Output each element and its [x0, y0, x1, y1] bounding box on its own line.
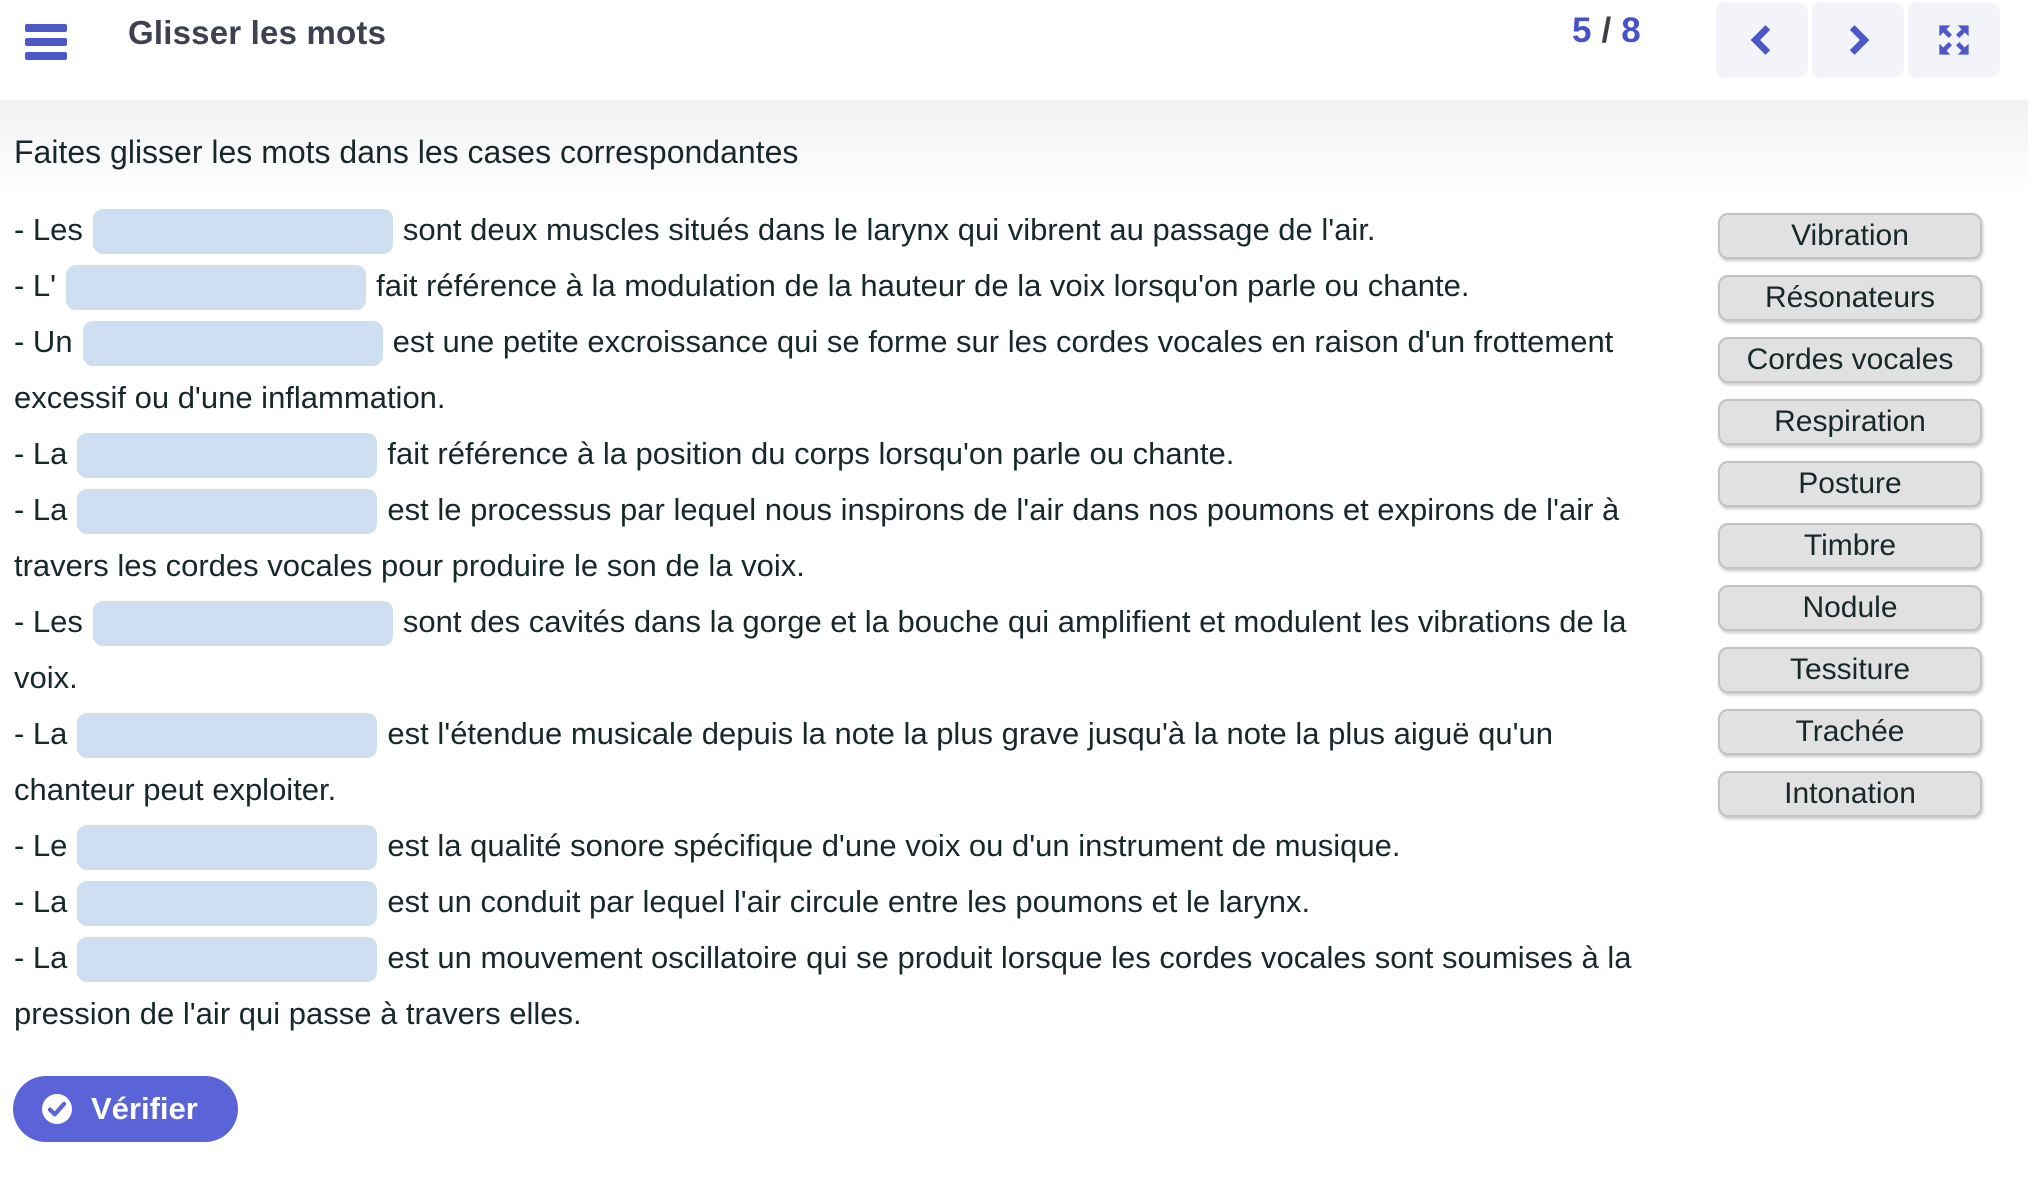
page-current: 5: [1572, 11, 1592, 50]
sentence-suffix: fait référence à la modulation de la hauteur de la voix lorsqu'on parle ou chante.: [376, 268, 1470, 303]
sentence-row: [14, 818, 1676, 874]
word-bank: [1718, 213, 1982, 817]
sentence-row: [14, 258, 1676, 314]
draggable-word[interactable]: Nodule: [1718, 585, 1982, 631]
draggable-word[interactable]: Tessiture: [1718, 647, 1982, 693]
page-total: 8: [1621, 11, 1641, 50]
fullscreen-button[interactable]: [1908, 2, 2000, 78]
verify-button-label: Vérifier: [91, 1091, 198, 1126]
verify-button[interactable]: [13, 1076, 238, 1142]
previous-page-button[interactable]: [1716, 2, 1808, 78]
sentence-suffix: est un conduit par lequel l'air circule entre les poumons et le larynx.: [387, 884, 1311, 919]
task-instruction: Faites glisser les mots dans les cases correspondantes: [14, 134, 799, 170]
header-bar: [0, 0, 2028, 100]
hamburger-icon: [25, 38, 67, 46]
sentence-prefix: - Le: [14, 828, 68, 863]
drop-zone[interactable]: [77, 433, 377, 478]
draggable-word[interactable]: Posture: [1718, 461, 1982, 507]
drop-zone[interactable]: [77, 489, 377, 534]
check-circle-icon: [39, 1091, 75, 1127]
draggable-word[interactable]: Intonation: [1718, 771, 1982, 817]
content-row: [0, 202, 2028, 1042]
sentence-suffix: est un mouvement oscillatoire qui se produit lorsque les cordes vocales sont soumises à la pression de l'air qui passe à travers elles.: [14, 940, 1632, 1031]
draggable-word[interactable]: Respiration: [1718, 399, 1982, 445]
drop-zone[interactable]: [66, 265, 366, 310]
sentence-row: [14, 202, 1676, 258]
expand-arrows-icon: [1932, 18, 1976, 62]
sentence-list: [0, 202, 1676, 1042]
page-separator: /: [1601, 11, 1612, 50]
sentence-suffix: sont des cavités dans la gorge et la bouche qui amplifient et modulent les vibrations de la voix.: [14, 604, 1627, 695]
drop-zone[interactable]: [93, 601, 393, 646]
drop-zone[interactable]: [93, 209, 393, 254]
sentence-row: [14, 426, 1676, 482]
draggable-word[interactable]: Vibration: [1718, 213, 1982, 259]
drop-zone[interactable]: [77, 825, 377, 870]
sentence-suffix: est la qualité sonore spécifique d'une voix ou d'un instrument de musique.: [387, 828, 1401, 863]
activity-title: Glisser les mots: [128, 14, 387, 51]
page-counter: [1572, 11, 1641, 51]
sentence-suffix: est l'étendue musicale depuis la note la plus grave jusqu'à la note la plus aiguë qu'un chanteur peut exploiter.: [14, 716, 1553, 807]
draggable-word[interactable]: Cordes vocales: [1718, 337, 1982, 383]
sentence-row: [14, 482, 1676, 594]
sentence-prefix: - L': [14, 268, 57, 303]
sentence-prefix: - La: [14, 884, 68, 919]
sentence-prefix: - La: [14, 492, 68, 527]
drop-zone[interactable]: [77, 713, 377, 758]
draggable-word[interactable]: Timbre: [1718, 523, 1982, 569]
chevron-left-icon: [1742, 20, 1782, 60]
next-page-button[interactable]: [1812, 2, 1904, 78]
sentence-suffix: est une petite excroissance qui se forme sur les cordes vocales en raison d'un frottement excessif ou d'une inflammation.: [14, 324, 1614, 415]
sentence-prefix: - Les: [14, 212, 83, 247]
draggable-word[interactable]: Résonateurs: [1718, 275, 1982, 321]
sentence-prefix: - Les: [14, 604, 83, 639]
hamburger-icon: [25, 52, 67, 60]
sentence-row: [14, 706, 1676, 818]
sentence-prefix: - La: [14, 436, 68, 471]
sentence-row: [14, 314, 1676, 426]
drop-zone[interactable]: [77, 881, 377, 926]
chevron-right-icon: [1838, 20, 1878, 60]
sentence-prefix: - La: [14, 940, 68, 975]
sentence-suffix: est le processus par lequel nous inspirons de l'air dans nos poumons et expirons de l'air à travers les cordes vocales pour produire le son de la voix.: [14, 492, 1620, 583]
drop-zone[interactable]: [83, 321, 383, 366]
draggable-word[interactable]: Trachée: [1718, 709, 1982, 755]
hamburger-icon: [25, 24, 67, 32]
sentence-suffix: sont deux muscles situés dans le larynx qui vibrent au passage de l'air.: [402, 212, 1376, 247]
sentence-row: [14, 930, 1676, 1042]
sentence-suffix: fait référence à la position du corps lorsqu'on parle ou chante.: [387, 436, 1235, 471]
sentence-prefix: - Un: [14, 324, 73, 359]
sentence-prefix: - La: [14, 716, 68, 751]
menu-button[interactable]: [25, 22, 67, 62]
sentence-row: [14, 874, 1676, 930]
sentence-row: [14, 594, 1676, 706]
exercise-area: [0, 100, 2028, 1180]
drop-zone[interactable]: [77, 937, 377, 982]
